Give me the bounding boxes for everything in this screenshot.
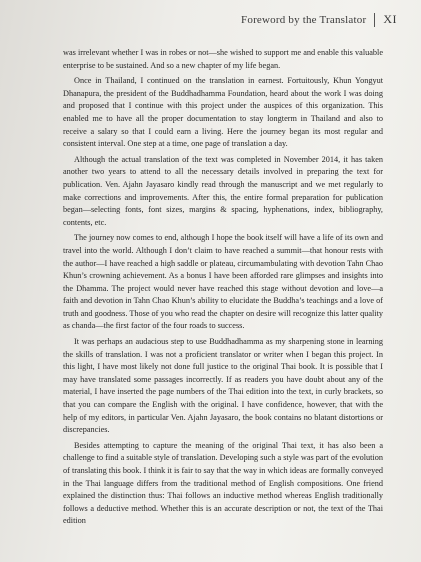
paragraph: was irrelevant whether I was in robes or not—she wished to support me and enable this valuable enterprise to be sustained. And so a new chapter of my life began. xyxy=(63,48,383,70)
paragraph: The journey now comes to end, although I hope the book itself will have a life of its own and travel into the world. Although I don’t claim to have reached a summit—that honour rests with the author—I have reached a high saddle or plateau, circumambulating with devotion Tahn Chao Khun’s crowning achievement. As a bonus I have been afforded rare glimpses and insights into the Dhamma. The project would never have reached this stage without devotion and love—a faith and devotion in Tahn Chao Khun’s ability to elucidate the Buddha’s teachings and a love of truth and goodness. Those of you who read the chapter on desire will recognize this latter quality as chanda—the first factor of the four roads to success. xyxy=(63,233,383,331)
paragraph: Once in Thailand, I continued on the translation in earnest. Fortuitously, Khun Yongyut Dhanapura, the president of the Buddhadhamma Foundation, heard about the work I was doing and proposed that I continue with this project under the auspices of this organization. This enabled me to have all the proper documentation to stay longterm in Thailand and also to receive a salary so that I could earn a living. Here the journey began its most regular and consistent interval. One step at a time, one page of translation a day. xyxy=(63,76,383,149)
running-header xyxy=(241,12,397,27)
paragraph: It was perhaps an audacious step to use Buddhadhamma as my sharpening stone in learning the skills of translation. I was not a proficient translator or writer when I began this project. In this light, I have most likely not done full justice to the original Thai book. It is possible that I may have translated some passages incorrectly. If as readers you have doubt about any of the material, I have inserted the page numbers of the Thai edition into the text, in curly brackets, so that you can compare the English with the original. I have confidence, however, that with the help of my editors, in particular Ven. Ajahn Jayasaro, the book contains no blatant distortions or discrepancies. xyxy=(63,337,383,435)
page-number: XI xyxy=(383,12,397,26)
body-text xyxy=(63,47,383,531)
paragraph: Besides attempting to capture the meaning of the original Thai text, it has also been a challenge to find a suitable style of translation. Developing such a style was part of the evolution of translating this book. I think it is fair to say that the way in which ideas are formally conveyed in the Thai language differs from the traditional method of English compositions. One friend explained the distinction thus: Thai follows an inductive method whereas English traditionally follows a deductive method. Whether this is an accurate description or not, the text of the Thai edition xyxy=(63,440,383,526)
header-divider xyxy=(374,13,375,27)
paragraph: Although the actual translation of the text was completed in November 2014, it has taken another two years to attend to all the necessary details involved in preparing the text for publication. Ven. Ajahn Jayasaro kindly read through the manuscript and we met regularly to make corrections and improvements. After this, the entire formal preparation for publication began—selecting fonts, font sizes, margins & spacing, hyphenations, index, bibliography, contents, etc. xyxy=(63,154,383,227)
running-title: Foreword by the Translator xyxy=(241,13,367,26)
